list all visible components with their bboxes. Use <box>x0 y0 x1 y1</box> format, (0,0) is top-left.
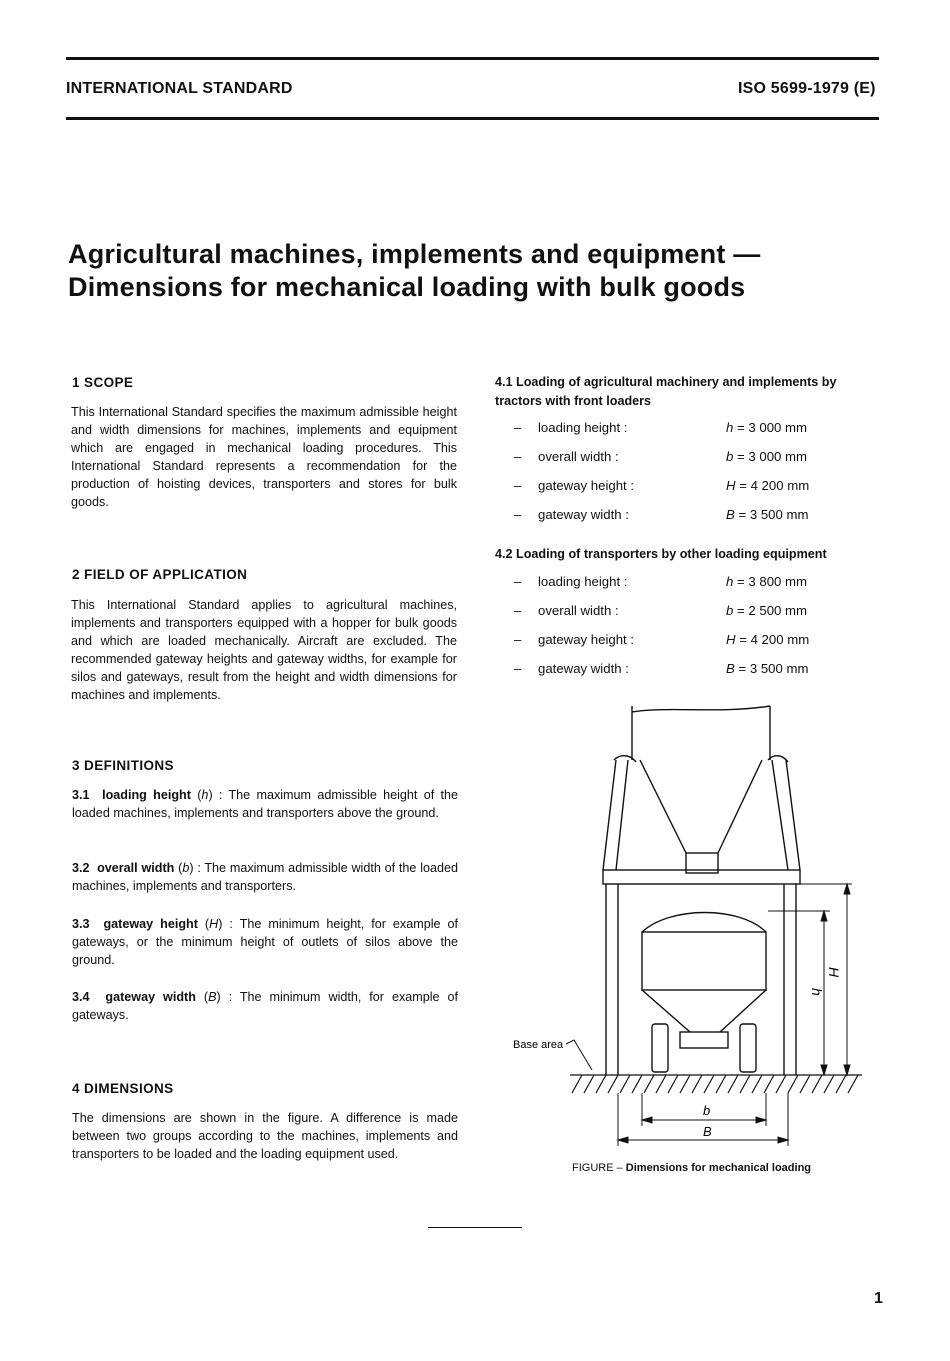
definition-3-4: 3.4 gateway width (B) : The minimum width, for example of gateways. <box>72 990 458 1022</box>
group2-row-loading-height: – loading height : h = 3 800 mm <box>514 574 808 589</box>
transporter-funnel <box>642 990 766 1032</box>
base-area-leader <box>566 1040 592 1070</box>
dim-h-label: h <box>809 988 825 996</box>
dim-b-label: b <box>703 1103 711 1118</box>
title-line-2: Dimensions for mechanical loading with bulk goods <box>68 272 746 302</box>
footer-rule <box>428 1227 522 1228</box>
silo-top-sides <box>632 706 770 760</box>
silo-right-leg-top <box>768 756 788 762</box>
figure-caption: FIGURE – Dimensions for mechanical loading <box>572 1162 812 1174</box>
silo-hopper <box>640 760 762 853</box>
silo-left-leg-outer <box>603 760 628 870</box>
dim-H-line <box>800 884 852 1075</box>
definitions-heading: 3 DEFINITIONS <box>72 758 174 773</box>
header-standard-label: INTERNATIONAL STANDARD <box>66 80 293 97</box>
dim-B-label: B <box>703 1124 712 1139</box>
definition-3-3: 3.3 gateway height (H) : The minimum height, for example of gateways, or the minimum height of outlets of silos above the ground. <box>72 917 458 967</box>
group1-row-gateway-width: – gateway width : B = 3 500 mm <box>514 507 809 522</box>
definition-3-1: 3.1 loading height (h) : The maximum admissible height of the loaded machines, implements and transporters above the ground. <box>72 788 458 820</box>
group2-heading: 4.2 Loading of transporters by other loading equipment <box>495 547 827 561</box>
group2-row-gateway-width: – gateway width : B = 3 500 mm <box>514 661 809 676</box>
transporter-left-wheel <box>652 1024 668 1072</box>
header-document-id: ISO 5699-1979 (E) <box>738 80 876 97</box>
silo-top-edge <box>632 706 770 712</box>
field-text: This International Standard applies to agricultural machines, implements and transporters equipped with a hopper for bulk goods and which are loaded mechanically. Aircraft are excluded. The recommended gateway heights and gateway widths, for example for silos and gateways, result from the height and width dimensions for machines and implements. <box>71 598 457 702</box>
gateway-right-post <box>784 884 796 1075</box>
group1-row-overall-width: – overall width : b = 3 000 mm <box>514 449 808 464</box>
group2-row-overall-width: – overall width : b = 2 500 mm <box>514 603 808 618</box>
dim-H-label: H <box>826 967 842 978</box>
group2-row-gateway-height: – gateway height : H = 4 200 mm <box>514 632 810 647</box>
gateway-left-post <box>606 884 618 1075</box>
page-number: 1 <box>874 1290 883 1307</box>
field-heading: 2 FIELD OF APPLICATION <box>72 567 248 582</box>
scope-heading: 1 SCOPE <box>72 375 134 390</box>
dimensions-heading: 4 DIMENSIONS <box>72 1081 174 1096</box>
transporter-right-wheel <box>740 1024 756 1072</box>
base-area-label: Base area <box>513 1039 564 1051</box>
group1-heading: 4.1 Loading of agricultural machinery and implements by tractors with front loaders <box>495 375 837 408</box>
dimensions-text: The dimensions are shown in the figure. A difference is made between two groups according to the machines, implements and transporters to be loaded and the loading equipment used. <box>72 1111 458 1161</box>
transporter-hopper-body <box>642 932 766 990</box>
scope-text: This International Standard specifies the maximum admissible height and width dimensions for machines, implements and equipment which are engaged in mechanical loading procedures. This International Standard represents a recommendation for the production of hoisting devices, transporters and stores for bulk goods. <box>71 405 457 509</box>
title-line-1: Agricultural machines, implements and equipment — <box>68 239 761 269</box>
definition-3-2: 3.2 overall width (b) : The maximum admissible width of the loaded machines, implements and transporters. <box>72 861 459 893</box>
silo-right-leg <box>772 760 800 870</box>
transporter-load-dome <box>642 913 766 933</box>
ground-hatching <box>570 1075 862 1093</box>
group1-row-gateway-height: – gateway height : H = 4 200 mm <box>514 478 810 493</box>
group1-row-loading-height: – loading height : h = 3 000 mm <box>514 420 808 435</box>
transporter-axle-box <box>680 1032 728 1048</box>
gateway-crossbeam <box>603 870 800 884</box>
